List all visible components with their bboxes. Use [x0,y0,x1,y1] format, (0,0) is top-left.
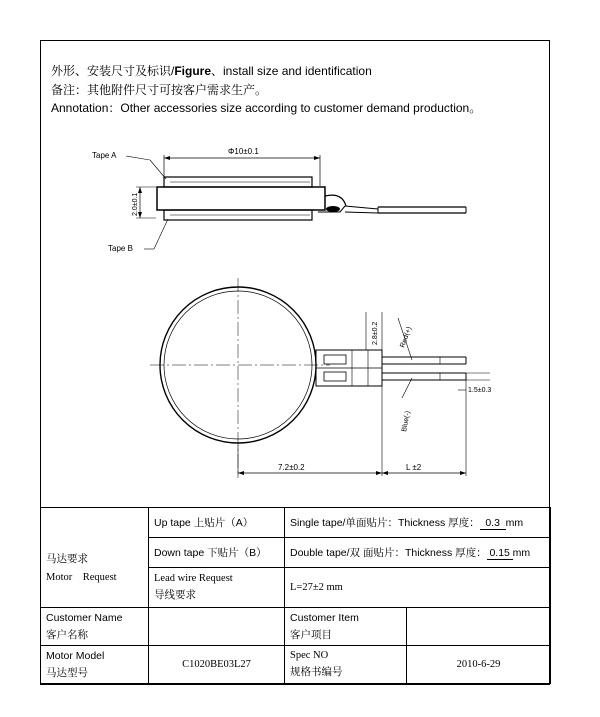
motor-model-cn: 马达型号 [46,667,88,679]
spec-no-cell [285,646,407,684]
up-tape-cell: Up tape 上贴片（A） [149,508,285,538]
single-tape-label: Single tape/单面贴片：Thickness 厚度： [290,517,480,529]
customer-item-cn: 客户项目 [290,629,332,641]
top-view [150,278,491,478]
down-tape-cell: Down tape 下贴片（B） [149,538,285,568]
double-tape-label: Double tape/双 面贴片：Thickness 厚度： [290,547,487,559]
header-figure-en: 、install size and identification [211,64,372,78]
spec-table [40,507,551,684]
lead-wire-cn: 导线要求 [154,590,196,601]
customer-item-value [407,608,551,646]
table-row [41,608,551,646]
motor-request-en: Motor Request [46,571,117,583]
table-row [41,646,551,684]
motor-model-en: Motor Model [46,649,105,662]
double-tape-cell [285,538,551,568]
customer-name-cn: 客户名称 [46,629,88,641]
motor-model-cell [41,646,149,684]
single-tape-unit: mm [505,517,524,529]
blue-wire-label: Blue(-) [401,410,412,433]
wire-length-label: 7.2±0.2 [278,463,305,472]
customer-name-cell [41,608,149,646]
customer-name-en: Customer Name [46,611,123,624]
single-tape-thickness: 0.3 [480,517,506,530]
tape-b-label: Tape B [108,244,133,253]
spec-no-cn: 规格书编号 [290,667,343,678]
header-line-note: 备注：其他附件尺寸可按客户需求生产。 [51,83,268,97]
header-figure-bold: Figure [174,64,212,78]
table-row [41,508,551,538]
customer-item-en: Customer Item [290,611,359,624]
lead-wire-en: Lead wire Request [154,573,233,584]
height-label: 2.0±0.1 [132,192,139,216]
side-view [92,147,466,253]
lead-wire-cell [149,568,285,608]
customer-item-cell [285,608,407,646]
double-tape-thickness: 0.15 [487,547,513,560]
header-line-annotation: Annotation：Other accessories size according to customer demand production。 [51,101,482,115]
lead-value-cell: L=27±2 mm [285,568,551,608]
motor-model-value: C1020BE03L27 [149,646,285,684]
tape-a-label: Tape A [92,151,117,160]
spec-no-en: Spec NO [290,650,329,661]
motor-request-cn: 马达要求 [46,553,88,565]
double-tape-unit: mm [512,547,531,559]
wire-dim-label: 2.8±0.2 [372,321,379,345]
date-value: 2010-6-29 [407,646,551,684]
single-tape-cell [285,508,551,538]
red-wire-label: Red(+) [399,325,414,349]
header-figure-cn: 外形、安装尺寸及标识/ [51,64,175,78]
motor-request-cell [41,508,149,608]
lead-length-label: L ±2 [406,463,422,472]
strip-length-label: 1.5±0.3 [468,387,492,394]
customer-name-value [149,608,285,646]
diameter-label: Φ10±0.1 [228,147,259,156]
